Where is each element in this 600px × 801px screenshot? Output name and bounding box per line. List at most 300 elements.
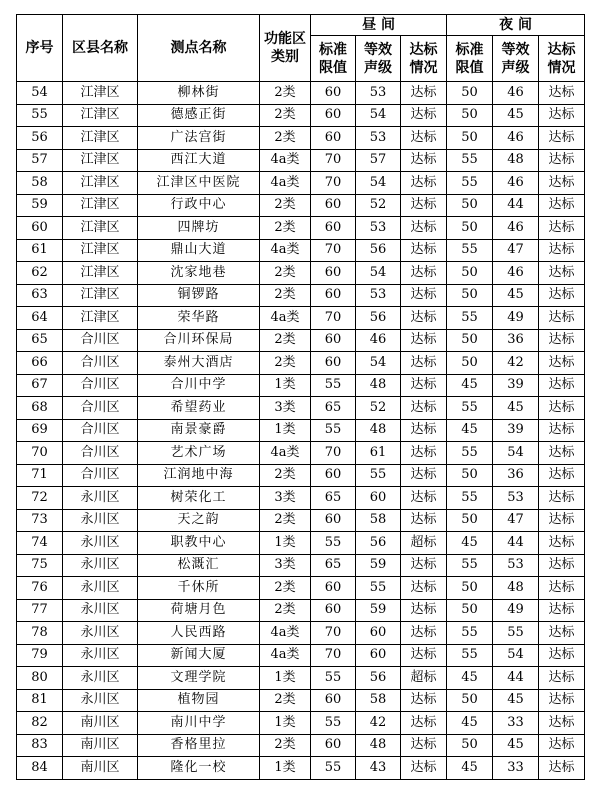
cell-day-level: 58 bbox=[356, 689, 401, 712]
cell-night-status: 达标 bbox=[539, 127, 585, 150]
cell-night-status: 达标 bbox=[539, 329, 585, 352]
header-night-limit bbox=[447, 36, 493, 82]
cell-station: 文理学院 bbox=[138, 667, 260, 690]
cell-district: 永川区 bbox=[63, 554, 138, 577]
cell-day-limit: 55 bbox=[311, 374, 356, 397]
cell-night-status: 达标 bbox=[539, 307, 585, 330]
cell-day-status: 达标 bbox=[401, 329, 447, 352]
cell-seq: 70 bbox=[17, 442, 63, 465]
cell-seq: 63 bbox=[17, 284, 63, 307]
cell-night-limit: 50 bbox=[447, 464, 493, 487]
cell-zone: 2类 bbox=[260, 127, 311, 150]
cell-day-level: 61 bbox=[356, 442, 401, 465]
cell-district: 南川区 bbox=[63, 757, 138, 780]
header-night-level-line2: 声级 bbox=[501, 59, 530, 76]
cell-night-status: 达标 bbox=[539, 352, 585, 375]
header-night-level bbox=[493, 36, 539, 82]
cell-day-status: 达标 bbox=[401, 262, 447, 285]
cell-seq: 55 bbox=[17, 104, 63, 127]
header-night: 夜 间 bbox=[447, 15, 585, 36]
header-day-limit bbox=[311, 36, 356, 82]
cell-day-status: 达标 bbox=[401, 239, 447, 262]
cell-seq: 75 bbox=[17, 554, 63, 577]
cell-day-level: 55 bbox=[356, 464, 401, 487]
cell-night-level: 47 bbox=[493, 509, 539, 532]
cell-night-status: 达标 bbox=[539, 734, 585, 757]
cell-district: 江津区 bbox=[63, 172, 138, 195]
cell-night-level: 45 bbox=[493, 397, 539, 420]
cell-day-limit: 70 bbox=[311, 622, 356, 645]
cell-station: 松溉汇 bbox=[138, 554, 260, 577]
cell-district: 江津区 bbox=[63, 82, 138, 105]
cell-night-limit: 55 bbox=[447, 397, 493, 420]
cell-day-limit: 60 bbox=[311, 734, 356, 757]
cell-day-level: 58 bbox=[356, 509, 401, 532]
cell-day-status: 达标 bbox=[401, 149, 447, 172]
cell-day-status: 达标 bbox=[401, 307, 447, 330]
cell-day-limit: 60 bbox=[311, 509, 356, 532]
cell-day-limit: 60 bbox=[311, 284, 356, 307]
cell-seq: 68 bbox=[17, 397, 63, 420]
cell-night-limit: 50 bbox=[447, 217, 493, 240]
cell-seq: 59 bbox=[17, 194, 63, 217]
cell-station: 天之韵 bbox=[138, 509, 260, 532]
cell-station: 荣华路 bbox=[138, 307, 260, 330]
cell-night-level: 53 bbox=[493, 487, 539, 510]
cell-seq: 64 bbox=[17, 307, 63, 330]
cell-district: 永川区 bbox=[63, 644, 138, 667]
cell-day-limit: 55 bbox=[311, 757, 356, 780]
header-day-status-line2: 情况 bbox=[409, 59, 438, 76]
cell-station: 南川中学 bbox=[138, 712, 260, 735]
cell-night-limit: 50 bbox=[447, 82, 493, 105]
cell-station: 希望药业 bbox=[138, 397, 260, 420]
table-row bbox=[17, 734, 585, 757]
cell-day-limit: 55 bbox=[311, 712, 356, 735]
cell-night-level: 45 bbox=[493, 284, 539, 307]
cell-seq: 74 bbox=[17, 532, 63, 555]
cell-station: 行政中心 bbox=[138, 194, 260, 217]
table-row bbox=[17, 127, 585, 150]
cell-zone: 2类 bbox=[260, 689, 311, 712]
cell-night-limit: 50 bbox=[447, 509, 493, 532]
cell-station: 鼎山大道 bbox=[138, 239, 260, 262]
header-day: 昼 间 bbox=[311, 15, 447, 36]
cell-district: 合川区 bbox=[63, 329, 138, 352]
cell-seq: 79 bbox=[17, 644, 63, 667]
cell-station: 人民西路 bbox=[138, 622, 260, 645]
cell-day-level: 48 bbox=[356, 734, 401, 757]
table-row bbox=[17, 217, 585, 240]
cell-night-level: 46 bbox=[493, 217, 539, 240]
cell-night-limit: 45 bbox=[447, 757, 493, 780]
cell-night-level: 45 bbox=[493, 734, 539, 757]
cell-seq: 65 bbox=[17, 329, 63, 352]
cell-day-limit: 70 bbox=[311, 644, 356, 667]
cell-night-status: 达标 bbox=[539, 689, 585, 712]
cell-district: 江津区 bbox=[63, 149, 138, 172]
cell-day-level: 60 bbox=[356, 487, 401, 510]
table-row bbox=[17, 532, 585, 555]
cell-zone: 2类 bbox=[260, 329, 311, 352]
cell-district: 永川区 bbox=[63, 532, 138, 555]
noise-table bbox=[16, 14, 585, 780]
cell-night-status: 达标 bbox=[539, 374, 585, 397]
cell-district: 江津区 bbox=[63, 217, 138, 240]
cell-night-level: 49 bbox=[493, 599, 539, 622]
cell-zone: 1类 bbox=[260, 667, 311, 690]
cell-day-status: 达标 bbox=[401, 82, 447, 105]
cell-station: 江润地中海 bbox=[138, 464, 260, 487]
cell-night-status: 达标 bbox=[539, 442, 585, 465]
cell-day-level: 54 bbox=[356, 104, 401, 127]
cell-day-level: 56 bbox=[356, 239, 401, 262]
cell-station: 沈家地巷 bbox=[138, 262, 260, 285]
cell-night-level: 46 bbox=[493, 127, 539, 150]
cell-day-level: 46 bbox=[356, 329, 401, 352]
cell-day-limit: 65 bbox=[311, 397, 356, 420]
cell-station: 西江大道 bbox=[138, 149, 260, 172]
header-day-level-line2: 声级 bbox=[364, 59, 392, 76]
header-day-limit-line2: 限值 bbox=[319, 59, 347, 76]
cell-night-limit: 55 bbox=[447, 487, 493, 510]
cell-zone: 3类 bbox=[260, 397, 311, 420]
cell-night-limit: 55 bbox=[447, 554, 493, 577]
cell-day-limit: 70 bbox=[311, 172, 356, 195]
cell-day-limit: 60 bbox=[311, 329, 356, 352]
cell-seq: 58 bbox=[17, 172, 63, 195]
cell-day-level: 60 bbox=[356, 622, 401, 645]
cell-station: 职教中心 bbox=[138, 532, 260, 555]
cell-night-status: 达标 bbox=[539, 577, 585, 600]
cell-zone: 2类 bbox=[260, 82, 311, 105]
cell-day-limit: 65 bbox=[311, 487, 356, 510]
cell-night-limit: 50 bbox=[447, 262, 493, 285]
cell-zone: 2类 bbox=[260, 577, 311, 600]
cell-day-level: 53 bbox=[356, 284, 401, 307]
cell-zone: 2类 bbox=[260, 194, 311, 217]
cell-district: 永川区 bbox=[63, 487, 138, 510]
cell-day-status: 达标 bbox=[401, 352, 447, 375]
cell-night-level: 54 bbox=[493, 442, 539, 465]
cell-day-status: 达标 bbox=[401, 127, 447, 150]
table-row bbox=[17, 667, 585, 690]
cell-district: 江津区 bbox=[63, 127, 138, 150]
cell-day-status: 超标 bbox=[401, 532, 447, 555]
cell-station: 合川中学 bbox=[138, 374, 260, 397]
cell-seq: 77 bbox=[17, 599, 63, 622]
cell-day-status: 达标 bbox=[401, 757, 447, 780]
cell-district: 永川区 bbox=[63, 689, 138, 712]
cell-day-level: 42 bbox=[356, 712, 401, 735]
table-body bbox=[17, 82, 585, 780]
cell-station: 荷塘月色 bbox=[138, 599, 260, 622]
header-night-status-line2: 情况 bbox=[547, 59, 576, 76]
cell-night-limit: 55 bbox=[447, 622, 493, 645]
cell-day-level: 54 bbox=[356, 172, 401, 195]
cell-station: 合川环保局 bbox=[138, 329, 260, 352]
cell-seq: 57 bbox=[17, 149, 63, 172]
cell-seq: 83 bbox=[17, 734, 63, 757]
cell-seq: 54 bbox=[17, 82, 63, 105]
cell-district: 合川区 bbox=[63, 419, 138, 442]
table-row bbox=[17, 329, 585, 352]
cell-day-status: 达标 bbox=[401, 599, 447, 622]
cell-station: 新闻大厦 bbox=[138, 644, 260, 667]
cell-station: 德感正街 bbox=[138, 104, 260, 127]
cell-night-level: 46 bbox=[493, 172, 539, 195]
cell-night-level: 33 bbox=[493, 757, 539, 780]
cell-night-status: 达标 bbox=[539, 82, 585, 105]
header-day-level bbox=[356, 36, 401, 82]
cell-day-level: 57 bbox=[356, 149, 401, 172]
cell-zone: 1类 bbox=[260, 419, 311, 442]
cell-day-status: 达标 bbox=[401, 172, 447, 195]
cell-night-status: 达标 bbox=[539, 172, 585, 195]
table-row bbox=[17, 397, 585, 420]
cell-day-limit: 55 bbox=[311, 532, 356, 555]
cell-day-limit: 60 bbox=[311, 352, 356, 375]
cell-night-status: 达标 bbox=[539, 217, 585, 240]
cell-zone: 4a类 bbox=[260, 149, 311, 172]
cell-district: 江津区 bbox=[63, 262, 138, 285]
cell-day-limit: 60 bbox=[311, 82, 356, 105]
cell-night-status: 达标 bbox=[539, 757, 585, 780]
table-row bbox=[17, 599, 585, 622]
header-zone bbox=[260, 15, 311, 82]
cell-station: 南景豪爵 bbox=[138, 419, 260, 442]
cell-day-level: 55 bbox=[356, 577, 401, 600]
cell-day-limit: 65 bbox=[311, 554, 356, 577]
cell-zone: 4a类 bbox=[260, 622, 311, 645]
cell-station: 千休所 bbox=[138, 577, 260, 600]
cell-district: 合川区 bbox=[63, 464, 138, 487]
cell-day-status: 达标 bbox=[401, 419, 447, 442]
cell-day-status: 达标 bbox=[401, 374, 447, 397]
cell-night-limit: 55 bbox=[447, 307, 493, 330]
cell-day-status: 达标 bbox=[401, 509, 447, 532]
cell-night-status: 达标 bbox=[539, 644, 585, 667]
cell-district: 合川区 bbox=[63, 397, 138, 420]
cell-night-status: 达标 bbox=[539, 419, 585, 442]
cell-night-limit: 55 bbox=[447, 239, 493, 262]
cell-night-level: 46 bbox=[493, 262, 539, 285]
cell-day-level: 56 bbox=[356, 307, 401, 330]
cell-day-level: 48 bbox=[356, 419, 401, 442]
cell-day-status: 达标 bbox=[401, 712, 447, 735]
cell-zone: 1类 bbox=[260, 532, 311, 555]
cell-day-level: 53 bbox=[356, 127, 401, 150]
cell-night-level: 55 bbox=[493, 622, 539, 645]
cell-station: 柳林街 bbox=[138, 82, 260, 105]
cell-night-limit: 55 bbox=[447, 149, 493, 172]
cell-seq: 71 bbox=[17, 464, 63, 487]
cell-zone: 2类 bbox=[260, 599, 311, 622]
cell-night-level: 44 bbox=[493, 532, 539, 555]
cell-night-status: 达标 bbox=[539, 104, 585, 127]
cell-zone: 3类 bbox=[260, 554, 311, 577]
cell-station: 泰州大酒店 bbox=[138, 352, 260, 375]
cell-zone: 4a类 bbox=[260, 239, 311, 262]
cell-day-limit: 60 bbox=[311, 464, 356, 487]
cell-night-level: 53 bbox=[493, 554, 539, 577]
cell-night-status: 达标 bbox=[539, 667, 585, 690]
cell-night-level: 44 bbox=[493, 194, 539, 217]
cell-night-level: 47 bbox=[493, 239, 539, 262]
cell-day-status: 达标 bbox=[401, 284, 447, 307]
cell-day-limit: 60 bbox=[311, 194, 356, 217]
cell-day-status: 达标 bbox=[401, 464, 447, 487]
table-row bbox=[17, 622, 585, 645]
cell-day-status: 达标 bbox=[401, 217, 447, 240]
cell-night-limit: 45 bbox=[447, 712, 493, 735]
cell-zone: 4a类 bbox=[260, 307, 311, 330]
cell-night-status: 达标 bbox=[539, 554, 585, 577]
cell-night-level: 39 bbox=[493, 374, 539, 397]
cell-day-status: 达标 bbox=[401, 194, 447, 217]
cell-night-status: 达标 bbox=[539, 284, 585, 307]
cell-station: 树荣化工 bbox=[138, 487, 260, 510]
cell-seq: 61 bbox=[17, 239, 63, 262]
cell-day-level: 54 bbox=[356, 352, 401, 375]
cell-night-limit: 45 bbox=[447, 374, 493, 397]
cell-zone: 4a类 bbox=[260, 442, 311, 465]
cell-day-level: 43 bbox=[356, 757, 401, 780]
cell-district: 江津区 bbox=[63, 104, 138, 127]
cell-day-status: 达标 bbox=[401, 734, 447, 757]
cell-zone: 2类 bbox=[260, 284, 311, 307]
cell-day-level: 52 bbox=[356, 194, 401, 217]
cell-seq: 62 bbox=[17, 262, 63, 285]
cell-day-limit: 55 bbox=[311, 419, 356, 442]
cell-seq: 84 bbox=[17, 757, 63, 780]
cell-day-status: 达标 bbox=[401, 644, 447, 667]
cell-zone: 1类 bbox=[260, 374, 311, 397]
cell-night-status: 达标 bbox=[539, 712, 585, 735]
table-row bbox=[17, 284, 585, 307]
cell-day-status: 超标 bbox=[401, 667, 447, 690]
cell-night-level: 36 bbox=[493, 464, 539, 487]
cell-station: 隆化一校 bbox=[138, 757, 260, 780]
cell-night-limit: 50 bbox=[447, 734, 493, 757]
cell-night-status: 达标 bbox=[539, 509, 585, 532]
cell-night-limit: 50 bbox=[447, 599, 493, 622]
cell-night-limit: 50 bbox=[447, 352, 493, 375]
cell-night-limit: 55 bbox=[447, 172, 493, 195]
table-row bbox=[17, 172, 585, 195]
cell-day-limit: 60 bbox=[311, 217, 356, 240]
cell-day-limit: 60 bbox=[311, 262, 356, 285]
cell-night-limit: 50 bbox=[447, 127, 493, 150]
cell-district: 合川区 bbox=[63, 442, 138, 465]
table-row bbox=[17, 352, 585, 375]
cell-station: 铜锣路 bbox=[138, 284, 260, 307]
cell-station: 香格里拉 bbox=[138, 734, 260, 757]
cell-district: 合川区 bbox=[63, 374, 138, 397]
cell-district: 合川区 bbox=[63, 352, 138, 375]
cell-night-level: 33 bbox=[493, 712, 539, 735]
cell-night-status: 达标 bbox=[539, 532, 585, 555]
header-zone-line2: 类别 bbox=[271, 49, 299, 65]
cell-day-level: 54 bbox=[356, 262, 401, 285]
cell-zone: 2类 bbox=[260, 509, 311, 532]
cell-night-status: 达标 bbox=[539, 194, 585, 217]
table-row bbox=[17, 149, 585, 172]
cell-night-level: 39 bbox=[493, 419, 539, 442]
cell-zone: 1类 bbox=[260, 757, 311, 780]
table-row bbox=[17, 644, 585, 667]
cell-night-status: 达标 bbox=[539, 622, 585, 645]
cell-station: 艺术广场 bbox=[138, 442, 260, 465]
header-day-status-line1: 达标 bbox=[409, 41, 438, 58]
cell-station: 江津区中医院 bbox=[138, 172, 260, 195]
cell-night-limit: 55 bbox=[447, 442, 493, 465]
cell-zone: 3类 bbox=[260, 487, 311, 510]
cell-district: 南川区 bbox=[63, 734, 138, 757]
cell-night-level: 45 bbox=[493, 104, 539, 127]
cell-night-limit: 50 bbox=[447, 689, 493, 712]
header-seq: 序号 bbox=[17, 15, 63, 82]
cell-seq: 56 bbox=[17, 127, 63, 150]
cell-day-status: 达标 bbox=[401, 104, 447, 127]
cell-night-status: 达标 bbox=[539, 599, 585, 622]
table-row bbox=[17, 239, 585, 262]
cell-day-status: 达标 bbox=[401, 554, 447, 577]
cell-night-limit: 55 bbox=[447, 644, 493, 667]
cell-day-status: 达标 bbox=[401, 487, 447, 510]
cell-night-status: 达标 bbox=[539, 464, 585, 487]
cell-station: 广法宫街 bbox=[138, 127, 260, 150]
header-night-status-line1: 达标 bbox=[547, 41, 576, 58]
cell-night-limit: 50 bbox=[447, 329, 493, 352]
cell-day-limit: 60 bbox=[311, 599, 356, 622]
table-row bbox=[17, 194, 585, 217]
table-row bbox=[17, 374, 585, 397]
header-day-limit-line1: 标准 bbox=[319, 41, 347, 58]
cell-zone: 2类 bbox=[260, 104, 311, 127]
cell-seq: 67 bbox=[17, 374, 63, 397]
cell-day-limit: 60 bbox=[311, 689, 356, 712]
header-night-limit-line1: 标准 bbox=[455, 41, 484, 58]
cell-night-limit: 50 bbox=[447, 104, 493, 127]
cell-day-status: 达标 bbox=[401, 397, 447, 420]
table-row bbox=[17, 487, 585, 510]
cell-district: 永川区 bbox=[63, 577, 138, 600]
noise-monitoring-sheet bbox=[16, 14, 584, 780]
cell-night-status: 达标 bbox=[539, 397, 585, 420]
cell-zone: 4a类 bbox=[260, 644, 311, 667]
cell-night-status: 达标 bbox=[539, 262, 585, 285]
table-row bbox=[17, 307, 585, 330]
cell-day-limit: 70 bbox=[311, 307, 356, 330]
cell-seq: 80 bbox=[17, 667, 63, 690]
cell-zone: 2类 bbox=[260, 734, 311, 757]
header-night-level-line1: 等效 bbox=[501, 41, 530, 58]
table-row bbox=[17, 464, 585, 487]
table-header bbox=[17, 15, 585, 82]
cell-night-level: 48 bbox=[493, 577, 539, 600]
header-zone-line1: 功能区 bbox=[264, 31, 306, 47]
cell-district: 永川区 bbox=[63, 622, 138, 645]
cell-station: 四牌坊 bbox=[138, 217, 260, 240]
cell-night-level: 45 bbox=[493, 689, 539, 712]
cell-zone: 2类 bbox=[260, 352, 311, 375]
cell-seq: 60 bbox=[17, 217, 63, 240]
header-station: 测点名称 bbox=[138, 15, 260, 82]
cell-night-limit: 50 bbox=[447, 577, 493, 600]
cell-zone: 4a类 bbox=[260, 172, 311, 195]
cell-seq: 81 bbox=[17, 689, 63, 712]
